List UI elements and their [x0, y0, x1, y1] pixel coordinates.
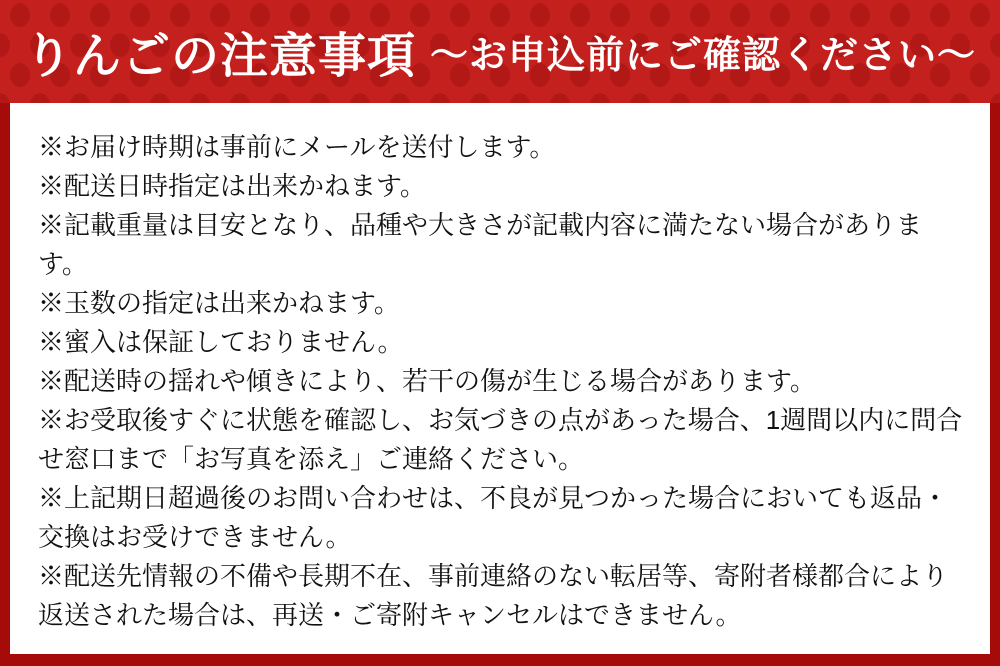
header-banner — [0, 0, 1000, 103]
note-item: ※お届け時期は事前にメールを送付します。 — [38, 132, 556, 162]
note-item: ※お受取後すぐに状態を確認し、お気づきの点があった場合、1週間以内に問合せ窓口まで「お写真を添え」ご連絡ください。 — [38, 405, 963, 474]
note-item: ※配送日時指定は出来かねます。 — [38, 171, 426, 201]
note-item: ※玉数の指定は出来かねます。 — [38, 288, 400, 318]
page-title: りんごの注意事項 — [23, 30, 416, 83]
note-item: ※配送先情報の不備や長期不在、事前連絡のない転居等、寄附者様都合により返送された場合は、再送・ご寄附キャンセルはできません。 — [38, 561, 949, 630]
notes-panel — [10, 103, 990, 654]
note-item: ※蜜入は保証しておりません。 — [38, 327, 404, 357]
page-subtitle: ～お申込前にご確認ください～ — [430, 35, 977, 77]
note-item: ※配送時の揺れや傾きにより、若干の傷が生じる場合があります。 — [38, 366, 816, 396]
note-item: ※記載重量は目安となり、品種や大きさが記載内容に満たない場合があります。 — [38, 210, 923, 279]
note-item: ※上記期日超過後のお問い合わせは、不良が見つかった場合においても返品・交換はお受けできません。 — [38, 483, 949, 552]
